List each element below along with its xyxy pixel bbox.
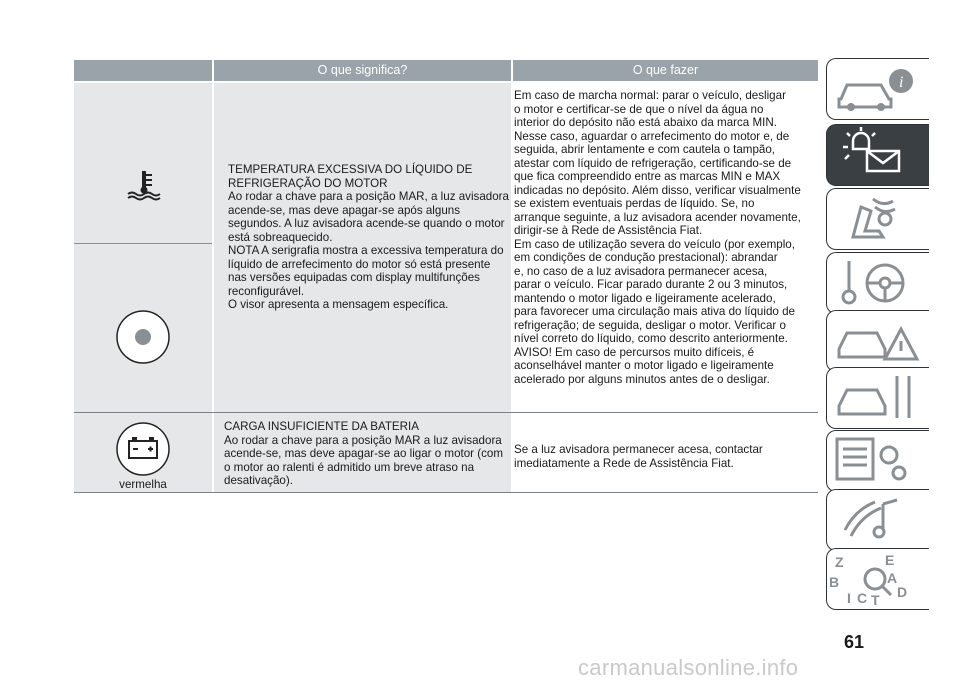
tab-index[interactable]: [826, 548, 929, 610]
tab-starting-driving[interactable]: [826, 252, 929, 314]
key-steering-wheel-icon: [827, 253, 927, 311]
icon-separator: [74, 243, 212, 244]
svg-text:A: A: [887, 570, 898, 586]
car-info-icon: [827, 59, 927, 117]
tab-maintenance[interactable]: [826, 367, 929, 429]
specs-gears-icon: [827, 431, 927, 489]
tab-car-info[interactable]: [826, 58, 929, 120]
action-cell: [513, 83, 818, 412]
watermark: carmanualsonline.info: [578, 655, 799, 680]
multimedia-music-icon: [827, 490, 927, 548]
car-tools-icon: [827, 368, 927, 426]
meaning-cell: [214, 413, 511, 492]
header-icon-col: [74, 60, 212, 81]
page-number: 61: [844, 632, 865, 652]
svg-text:T: T: [871, 592, 880, 607]
warning-lights-table: [74, 60, 818, 493]
car-warning-triangle-icon: [827, 311, 927, 369]
icon-cell: [74, 83, 212, 412]
table-row-battery: [74, 412, 818, 493]
svg-text:D: D: [897, 584, 908, 600]
battery-action-text: Se a luz avisadora permanecer acesa, contactar imediatamente a Rede de Assistência Fiat.: [514, 443, 763, 470]
tab-safety[interactable]: [826, 188, 929, 250]
tab-warning-lights[interactable]: [826, 124, 929, 186]
tab-emergency[interactable]: [826, 310, 929, 372]
battery-meaning-text: CARGA INSUFICIENTE DA BATERIA Ao rodar a chave para a posição MAR a luz avisadora acende-se, mas deve apagar-se ao ligar o motor (com o motor ao ralenti é admitido um breve atraso na desativação).: [224, 420, 504, 487]
temperature-action-text: Em caso de marcha normal: parar o veículo, desligar o motor e certificar-se de que o nível da água no interior do depósito não está abaixo da marca MIN. Nesse caso, aguardar o arrefecimento do motor e, de seguida, abrir lentamente e com cautela o tampão, atestar com líquido de refrigeração, certificando-se de que fica compreendido entre as marcas MIN e MAX indicadas no depósito. Além disso, verificar visualmente se existem eventuais perdas de líquido. Se, no arranque seguinte, a luz avisadora acender novamente, dirigir-se à Rede de Assistência Fiat. Em caso de utilização severa do veículo (por exemplo, em condições de condução prestacional): abrandar e, no caso de a luz avisadora permanecer acesa, parar o veículo. Ficar parado durante 2 ou 3 minutos, mantendo o motor ligado e ligeiramente acelerado, para favorecer uma circulação mais ativa do líquido de refrigeração; de seguida, desligar o motor. Verificar o nível correto do líquido, como descrito anteriormente. AVISO! Em caso de percursos muito difíceis, é aconselhável manter o motor ligado e ligeiramente acelerado por alguns minutos antes de o desligar.: [514, 89, 801, 386]
svg-text:C: C: [857, 590, 868, 606]
meaning-cell: [214, 83, 511, 412]
warning-light-message-icon: [827, 125, 927, 183]
svg-text:I: I: [847, 590, 851, 606]
coolant-temperature-icon: [126, 169, 162, 201]
battery-icon: [115, 421, 171, 477]
tab-technical-data[interactable]: [826, 430, 929, 492]
header-meaning: O que significa?: [214, 60, 511, 81]
header-action: O que fazer: [513, 60, 818, 81]
battery-icon-caption: vermelha: [119, 478, 167, 491]
table-header: [74, 60, 818, 81]
svg-text:B: B: [829, 574, 840, 590]
icon-cell: [74, 413, 212, 492]
svg-text:E: E: [885, 552, 895, 568]
index-alphabet-icon: [827, 549, 927, 607]
display-dot-icon: [115, 309, 171, 365]
action-cell: [513, 413, 818, 492]
seat-airbag-icon: [827, 189, 927, 247]
svg-text:i: i: [899, 74, 904, 91]
temperature-meaning-text: TEMPERATURA EXCESSIVA DO LÍQUIDO DE REFRIGERAÇÃO DO MOTOR Ao rodar a chave para a posição MAR, a luz avisadora acende-se, mas deve apagar-se após alguns segundos. A luz avisadora acende-se quando o motor está sobreaquecido. NOTA A serigrafia mostra a excessiva temperatura do líquido de arrefecimento do motor só está presente nas versões equipadas com display multifunções reconfigurável. O visor apresenta a mensagem específica.: [228, 163, 509, 311]
tab-multimedia[interactable]: [826, 489, 929, 551]
table-row-temperature: [74, 83, 818, 412]
svg-text:Z: Z: [835, 554, 844, 570]
